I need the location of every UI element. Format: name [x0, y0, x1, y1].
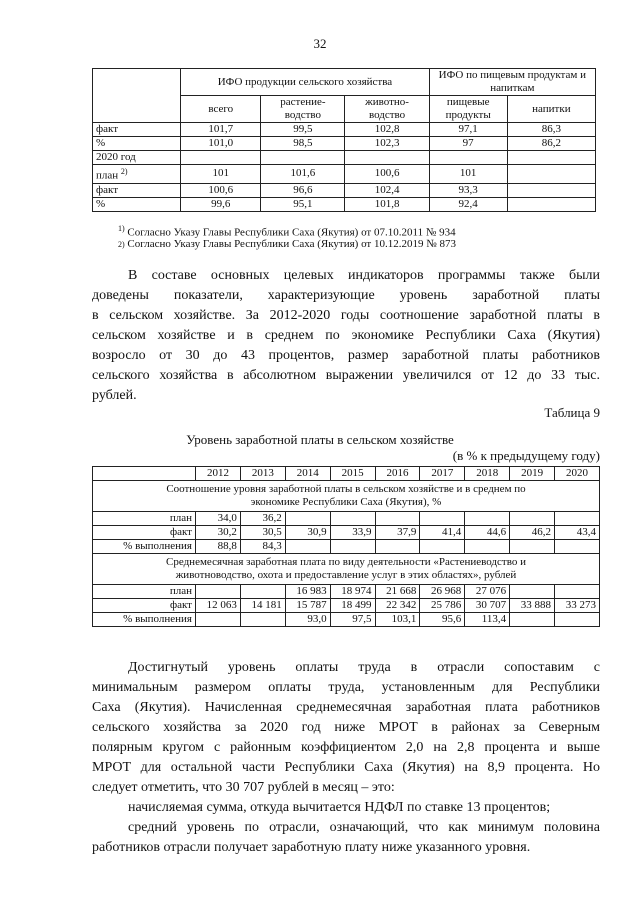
- table-row: [93, 197, 596, 211]
- table-cell: 97,1: [429, 123, 507, 137]
- row-label: %: [93, 137, 181, 151]
- table-row: [93, 585, 600, 599]
- text-line: возросло от 30 до 43 процентов, размер заработной платы работников: [92, 348, 600, 363]
- table-cell: 95,6: [420, 613, 465, 627]
- table-cell: 30,9: [285, 526, 330, 540]
- text-line: МРОТ для остальной части Республики Саха (Якутия) на 8,9 процента. Но: [92, 760, 600, 775]
- table-header-row: [93, 467, 600, 481]
- table-cell: 26 968: [420, 585, 465, 599]
- table-cell: [285, 512, 330, 526]
- paragraph: [92, 798, 600, 818]
- table-cell: 33 888: [510, 599, 555, 613]
- column-header: 2016: [375, 467, 420, 481]
- footnote-mark: 2): [118, 240, 125, 249]
- table-cell: 99,6: [181, 197, 261, 211]
- text-line: полярным кругом с районным коэффициентом 2,0 на 2,8 процента и выше: [92, 740, 600, 755]
- section-header-row: [93, 554, 600, 585]
- table-cell: 88,8: [196, 540, 241, 554]
- column-header: 2013: [240, 467, 285, 481]
- column-header: 2012: [196, 467, 241, 481]
- table-cell: [510, 585, 555, 599]
- table-cell: 101: [181, 165, 261, 184]
- text-line: Достигнутый уровень оплаты труда в отрасли сопоставим с: [128, 660, 600, 675]
- column-header: 2015: [330, 467, 375, 481]
- row-label: % выполнения: [93, 540, 196, 554]
- table-cell: 27 076: [465, 585, 510, 599]
- row-label: факт: [93, 183, 181, 197]
- table-cell: [465, 540, 510, 554]
- table-cell: [375, 540, 420, 554]
- table-cell: 33 273: [555, 599, 600, 613]
- table-cell: 97,5: [330, 613, 375, 627]
- table-cell: 14 181: [240, 599, 285, 613]
- text-line: Саха (Якутия). Начисленная среднемесячная заработная плата работников: [92, 700, 600, 715]
- table-cell: [196, 613, 241, 627]
- text-line: сельском хозяйстве и в среднем по экономике Республики Саха (Якутия): [92, 328, 600, 343]
- table-cell: [420, 540, 465, 554]
- page-number: 32: [313, 36, 327, 51]
- table-cell: 102,3: [345, 137, 429, 151]
- table-cell: 30,5: [240, 526, 285, 540]
- table-cell: 113,4: [465, 613, 510, 627]
- table-cell: [261, 151, 345, 165]
- table-cell: 36,2: [240, 512, 285, 526]
- column-group-header: ИФО по пищевым продуктам и напиткам: [429, 69, 595, 96]
- section-title: Соотношение уровня заработной платы в сельском хозяйстве и в среднем по экономике Республики Саха (Якутия), %: [93, 481, 600, 512]
- row-label: факт: [93, 599, 196, 613]
- table-cell: 101,6: [261, 165, 345, 184]
- table-cell: 33,9: [330, 526, 375, 540]
- table-cell: 95,1: [261, 197, 345, 211]
- text-line: доведены показатели, характеризующие уровень заработной платы: [92, 288, 600, 303]
- table-cell: 37,9: [375, 526, 420, 540]
- table-cell: [240, 613, 285, 627]
- table-cell: 96,6: [261, 183, 345, 197]
- table-cell: [507, 165, 595, 184]
- row-label: план: [93, 585, 196, 599]
- footnote: [118, 222, 456, 240]
- table-cell: [196, 585, 241, 599]
- text-line: в сельском хозяйстве. За 2012-2020 годы соотношение заработной платы в: [92, 308, 600, 323]
- table-cell: [465, 512, 510, 526]
- table-row: [93, 512, 600, 526]
- table-row: [93, 137, 596, 151]
- table-cell: [330, 540, 375, 554]
- row-label: % выполнения: [93, 613, 196, 627]
- table-cell: 12 063: [196, 599, 241, 613]
- table-cell: 92,4: [429, 197, 507, 211]
- table-row: [93, 613, 600, 627]
- table-cell: [240, 585, 285, 599]
- text-line: начисляемая сумма, откуда вычитается НДФЛ по ставке 13 процентов;: [128, 800, 551, 815]
- footnote-mark: 2): [120, 167, 128, 176]
- footnote-text: Согласно Указу Главы Республики Саха (Якутия) от 07.10.2011 № 934: [127, 226, 456, 239]
- table-cell: [555, 613, 600, 627]
- row-label: факт: [93, 123, 181, 137]
- section-title: Среднемесячная заработная плата по виду деятельности «Растениеводство и животноводство, охота и предоставление услуг в этих областях», рублей: [93, 554, 600, 585]
- column-header: всего: [181, 96, 261, 123]
- table-cell: [429, 151, 507, 165]
- table-row: [93, 123, 596, 137]
- table-cell: [285, 540, 330, 554]
- row-label: факт: [93, 526, 196, 540]
- column-header: напитки: [507, 96, 595, 123]
- table-cell: 46,2: [510, 526, 555, 540]
- table-cell: 101,0: [181, 137, 261, 151]
- table-cell: 15 787: [285, 599, 330, 613]
- paragraph: [92, 658, 600, 798]
- table-cell: 98,5: [261, 137, 345, 151]
- table-cell: [345, 151, 429, 165]
- column-header: 2020: [555, 467, 600, 481]
- column-header: 2014: [285, 467, 330, 481]
- paragraph: [92, 266, 600, 406]
- table-cell: 97: [429, 137, 507, 151]
- table-cell: 101,7: [181, 123, 261, 137]
- row-label: %: [93, 197, 181, 211]
- table-cell: [420, 512, 465, 526]
- table-cell: 101: [429, 165, 507, 184]
- table-cell: [555, 512, 600, 526]
- footnote-mark: 1): [118, 224, 125, 233]
- table-row: [93, 165, 596, 184]
- table-cell: 93,0: [285, 613, 330, 627]
- table-label: Таблица 9: [544, 405, 600, 420]
- table-cell: 43,4: [555, 526, 600, 540]
- table-row: [93, 526, 600, 540]
- row-label: план $^{2)}$: [93, 165, 181, 184]
- table-header-row: [93, 69, 596, 96]
- section-header-row: [93, 481, 600, 512]
- table-cell: [510, 512, 555, 526]
- table-cell: 86,3: [507, 123, 595, 137]
- table-cell: 93,3: [429, 183, 507, 197]
- table-row: [93, 599, 600, 613]
- table-row: [93, 151, 596, 165]
- table-cell: [507, 151, 595, 165]
- table-cell: 99,5: [261, 123, 345, 137]
- table-cell: 25 786: [420, 599, 465, 613]
- table-cell: 86,2: [507, 137, 595, 151]
- table-cell: 30,2: [196, 526, 241, 540]
- table-cell: 41,4: [420, 526, 465, 540]
- text-line: сельского хозяйства в абсолютном выражении увеличился от 12 до 33 тыс.: [92, 368, 600, 383]
- table-title: Уровень заработной платы в сельском хозяйстве: [186, 432, 454, 447]
- column-header: 2017: [420, 467, 465, 481]
- paragraph: [92, 818, 600, 858]
- table-cell: 18 974: [330, 585, 375, 599]
- column-header: животно-водство: [345, 96, 429, 123]
- ifo-table: [92, 68, 596, 212]
- table-cell: 16 983: [285, 585, 330, 599]
- text-line: В составе основных целевых индикаторов программы также были: [128, 268, 600, 283]
- column-header: растение-водство: [261, 96, 345, 123]
- table-cell: [375, 512, 420, 526]
- text-line: следует отметить, что 30 707 рублей в месяц – это:: [92, 780, 395, 795]
- table-cell: 84,3: [240, 540, 285, 554]
- text-line: средний уровень по отрасли, означающий, что как минимум половина: [128, 820, 600, 835]
- table-cell: 18 499: [330, 599, 375, 613]
- wage-table: [92, 466, 600, 627]
- table-cell: 44,6: [465, 526, 510, 540]
- table-cell: [507, 183, 595, 197]
- table-cell: 103,1: [375, 613, 420, 627]
- table-cell: [555, 540, 600, 554]
- footnote-text: Согласно Указу Главы Республики Саха (Якутия) от 10.12.2019 № 873: [127, 238, 456, 250]
- table-cell: [555, 585, 600, 599]
- column-group-header: ИФО продукции сельского хозяйства: [181, 69, 429, 96]
- table-cell: 102,8: [345, 123, 429, 137]
- footnote: [118, 238, 456, 251]
- text-line: рублей.: [92, 388, 137, 403]
- text-line: работников отрасли получает заработную плату ниже указанного уровня.: [92, 840, 531, 855]
- table-cell: [507, 197, 595, 211]
- column-header: 2019: [510, 467, 555, 481]
- column-header: пищевые продукты: [429, 96, 507, 123]
- table-cell: [510, 540, 555, 554]
- table-cell: 21 668: [375, 585, 420, 599]
- row-label: план: [93, 512, 196, 526]
- column-header: 2018: [465, 467, 510, 481]
- table-cell: 100,6: [345, 165, 429, 184]
- table-cell: 102,4: [345, 183, 429, 197]
- table-cell: [330, 512, 375, 526]
- table-cell: [510, 613, 555, 627]
- table-row: [93, 540, 600, 554]
- table-row: [93, 183, 596, 197]
- table-cell: 100,6: [181, 183, 261, 197]
- table-cell: 22 342: [375, 599, 420, 613]
- text-line: минимальным размером оплаты труда, установленным для Республики: [92, 680, 600, 695]
- table-cell: 34,0: [196, 512, 241, 526]
- table-cell: 101,8: [345, 197, 429, 211]
- text-line: сельского хозяйства за 2020 год ниже МРОТ в районах за Северным: [92, 720, 600, 735]
- table-cell: [181, 151, 261, 165]
- row-label: 2020 год: [93, 151, 181, 165]
- table-subtitle: (в % к предыдущему году): [452, 448, 600, 463]
- table-cell: 30 707: [465, 599, 510, 613]
